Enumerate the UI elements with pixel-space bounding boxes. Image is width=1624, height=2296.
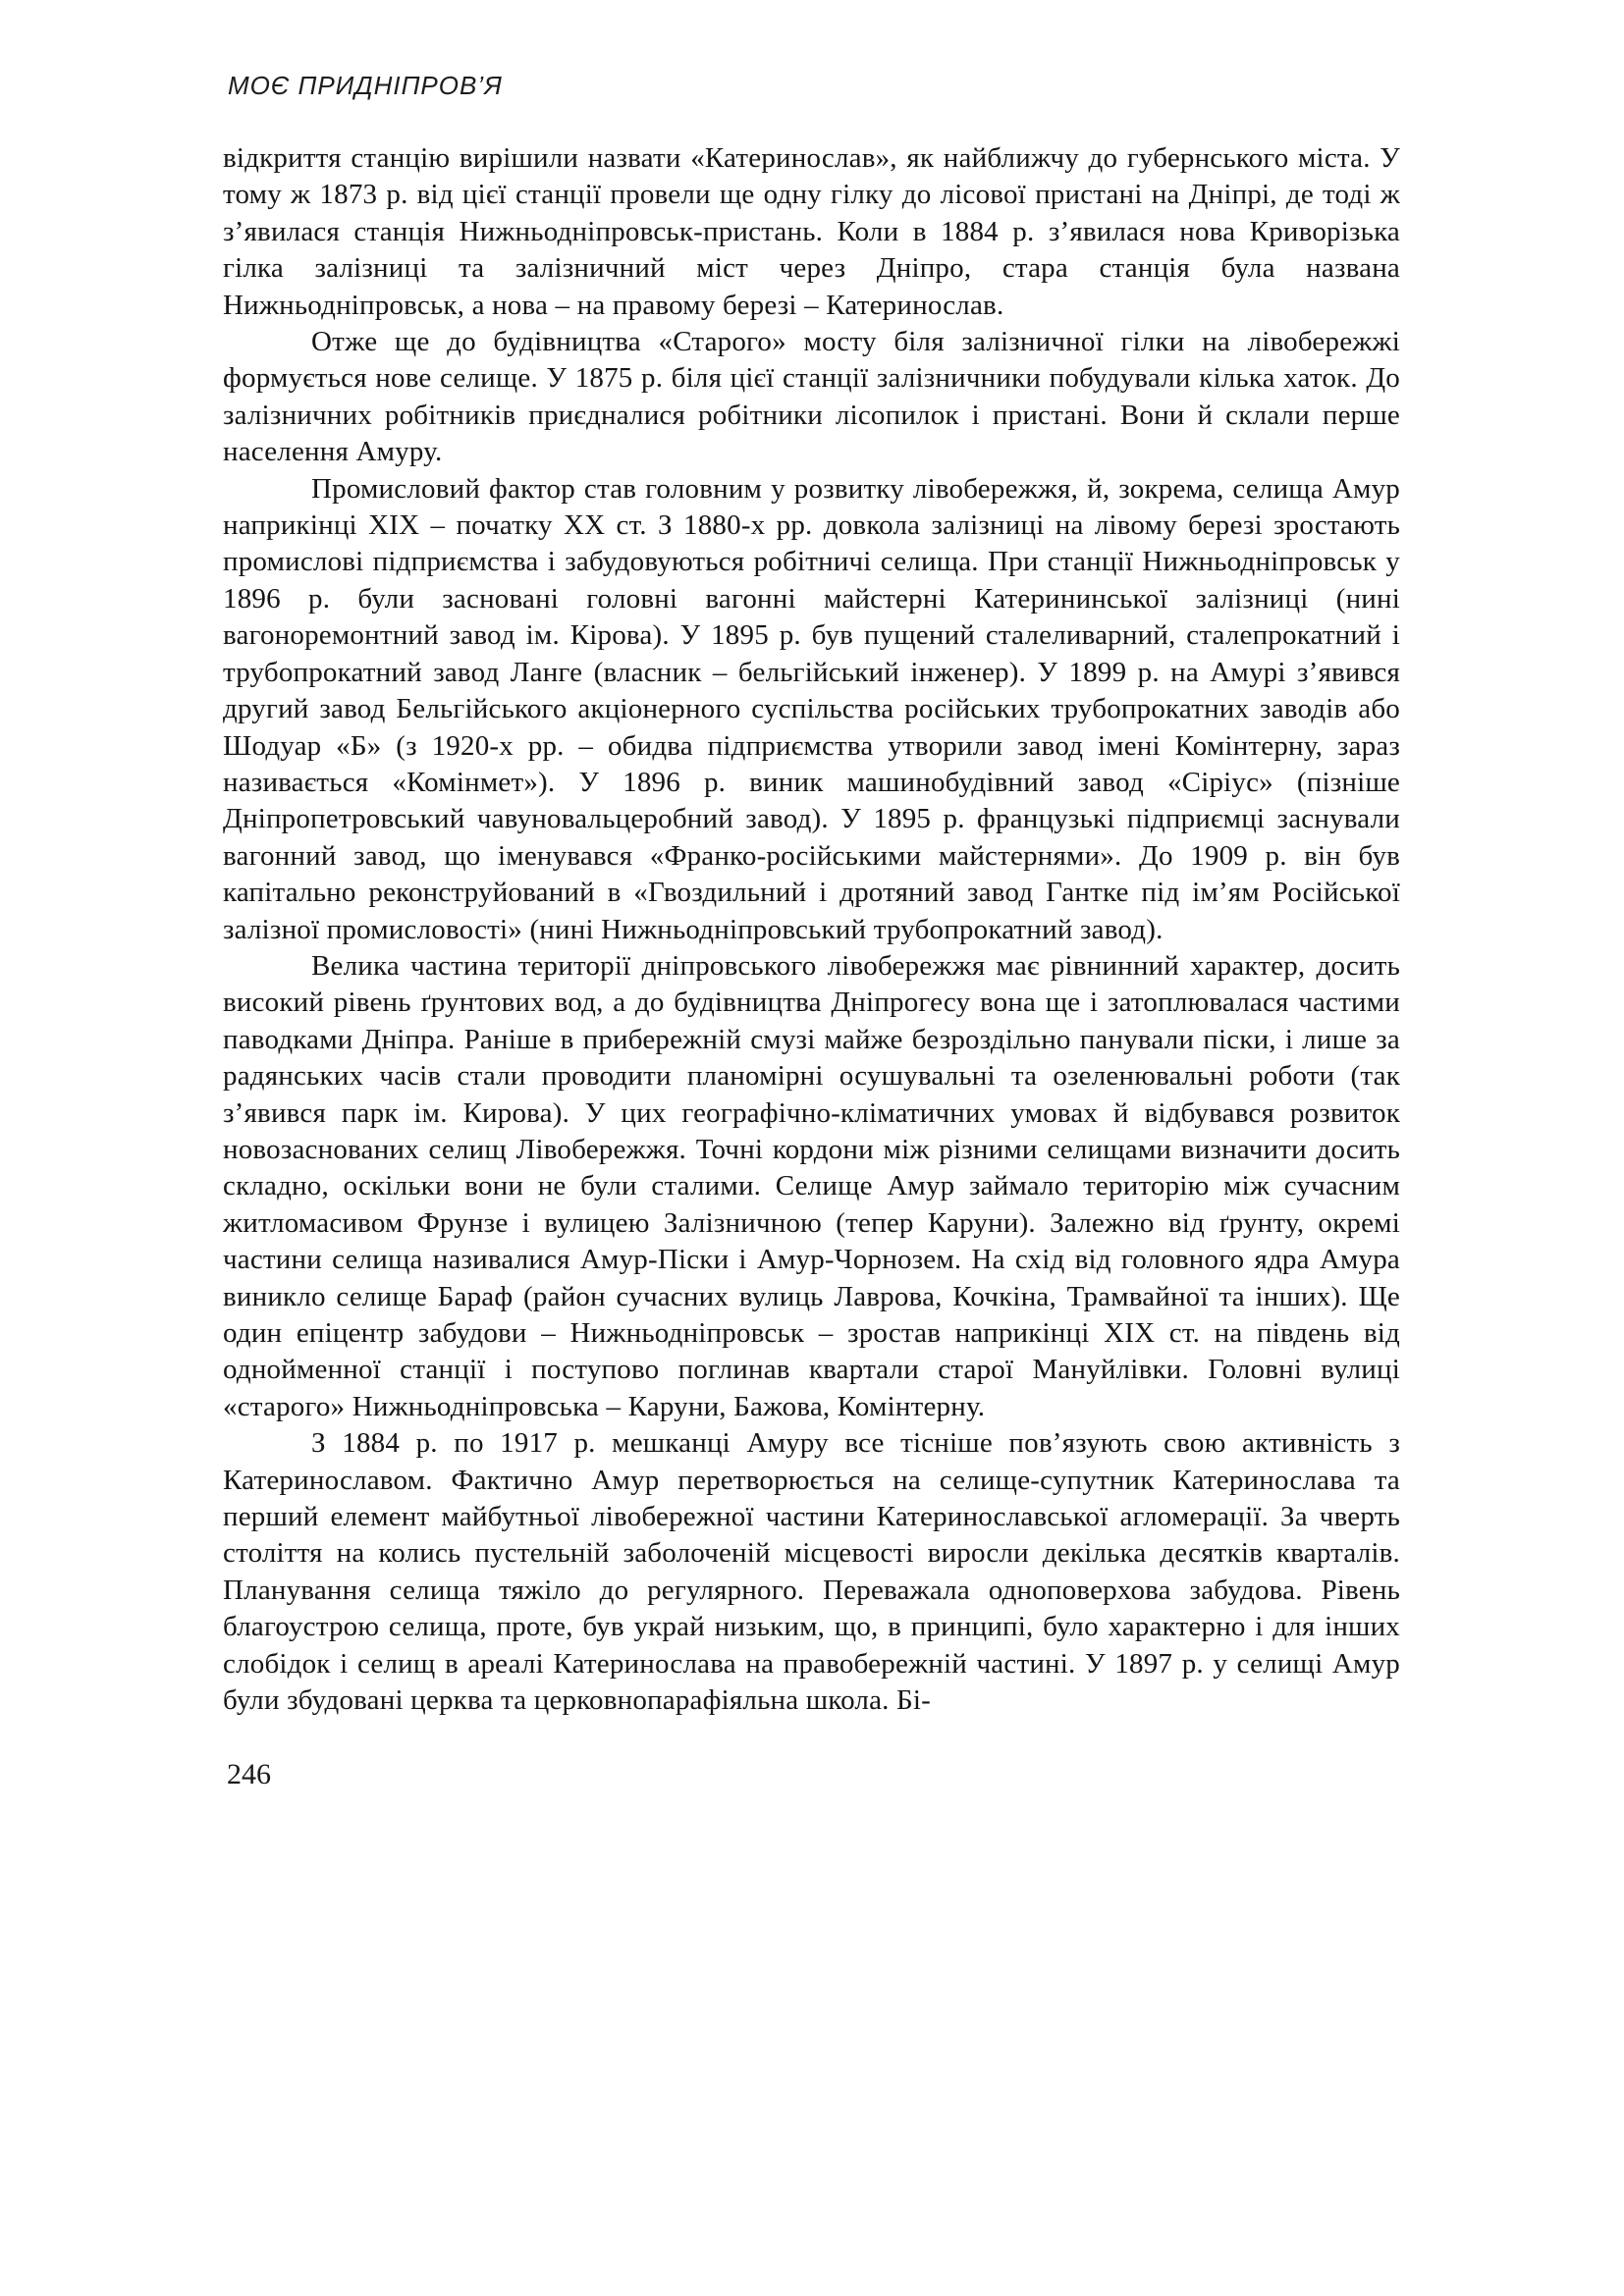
paragraph: Велика частина території дніпровського лівобережжя має рівнинний характер, досить високий рівень ґрунтових вод, а до будівництва Дніпрогесу вона ще і затоплювалася частими паводками Дніпра. Раніше в прибережній смузі майже безроздільно панували піски, і лише за радянських часів стали проводити планомірні осушувальні та озеленювальні роботи (так з’явився парк ім. Кирова). У цих географічно-кліматичних умовах й відбувався розвиток новозаснованих селищ Лівобережжя. Точні кордони між різними селищами визначити досить складно, оскільки вони не були сталими. Селище Амур займало територію між сучасним житломасивом Фрунзе і вулицею Залізничною (тепер Каруни). Залежно від ґрунту, окремі частини селища називалися Амур-Піски і Амур-Чорнозем. На схід від головного ядра Амура виникло селище Бараф (район сучасних вулиць Лаврова, Кочкіна, Трамвайної та інших). Ще один епіцентр забудови – Нижньодніпровськ – зростав наприкінці XIX ст. на південь від однойменної станції і поступово поглинав квартали старої Мануйлівки. Головні вулиці «старого» Нижньодніпровська – Каруни, Бажова, Комінтерну.: [223, 949, 1400, 1422]
body-text: [223, 140, 1400, 1719]
paragraph: відкриття станцію вирішили назвати «Катеринослав», як найближчу до губернського міста. У тому ж 1873 р. від цієї станції провели ще одну гілку до лісової пристані на Дніпрі, де тоді ж з’явилася станція Нижньодніпровськ-пристань. Коли в 1884 р. з’явилася нова Криворізька гілка залізниці та залізничний міст через Дніпро, стара станція була названа Нижньодніпровськ, а нова – на правому березі – Катеринослав.: [223, 142, 1400, 321]
page-number: 246: [227, 1758, 271, 1790]
running-header: МОЄ ПРИДНІПРОВ’Я: [228, 71, 503, 100]
paragraph: Отже ще до будівництва «Старого» мосту біля залізничної гілки на лівобережжі формується нове селище. У 1875 р. біля цієї станції залізничники побудували кілька хаток. До залізничних робітників приєдналися робітники лісопилок і пристані. Вони й склали перше населення Амуру.: [223, 326, 1400, 468]
paragraph: З 1884 р. по 1917 р. мешканці Амуру все тісніше пов’язують свою активність з Катеринославом. Фактично Амур перетворюється на селище-супутник Катеринослава та перший елемент майбутньої лівобережної частини Катеринославської агломерації. За чверть століття на колись пустельній заболоченій місцевості виросли декілька десятків кварталів. Планування селища тяжіло до регулярного. Переважала одноповерхова забудова. Рівень благоустрою селища, проте, був украй низьким, що, в принципі, було характерно і для інших слобідок і селищ в ареалі Катеринослава на правобережній частині. У 1897 р. у селищі Амур були збудовані церква та церковнопарафіяльна школа. Бі-: [223, 1427, 1400, 1717]
paragraph: Промисловий фактор став головним у розвитку лівобережжя, й, зокрема, селища Амур наприкінці XIX – початку XX ст. З 1880-х рр. довкола залізниці на лівому березі зростають промислові підприємства і забудовуються робітничі селища. При станції Нижньодніпровськ у 1896 р. були засновані головні вагонні майстерні Катерининської залізниці (нині вагоноремонтний завод ім. Кірова). У 1895 р. був пущений сталеливарний, сталепрокатний і трубопрокатний завод Ланге (власник – бельгійський інженер). У 1899 р. на Амурі з’явився другий завод Бельгійського акціонерного суспільства російських трубопрокатних заводів або Шодуар «Б» (з 1920-х рр. – обидва підприємства утворили завод імені Комінтерну, зараз називається «Комінмет»). У 1896 р. виник машинобудівний завод «Сіріус» (пізніше Дніпропетровський чавуновальцеробний завод). У 1895 р. французькі підприємці заснували вагонний завод, що іменувався «Франко-російськими майстернями». До 1909 р. він був капітально реконструйований в «Гвоздильний і дротяний завод Гантке під ім’ям Російської залізної промисловості» (нині Нижньодніпровський трубопрокатний завод).: [223, 472, 1400, 945]
